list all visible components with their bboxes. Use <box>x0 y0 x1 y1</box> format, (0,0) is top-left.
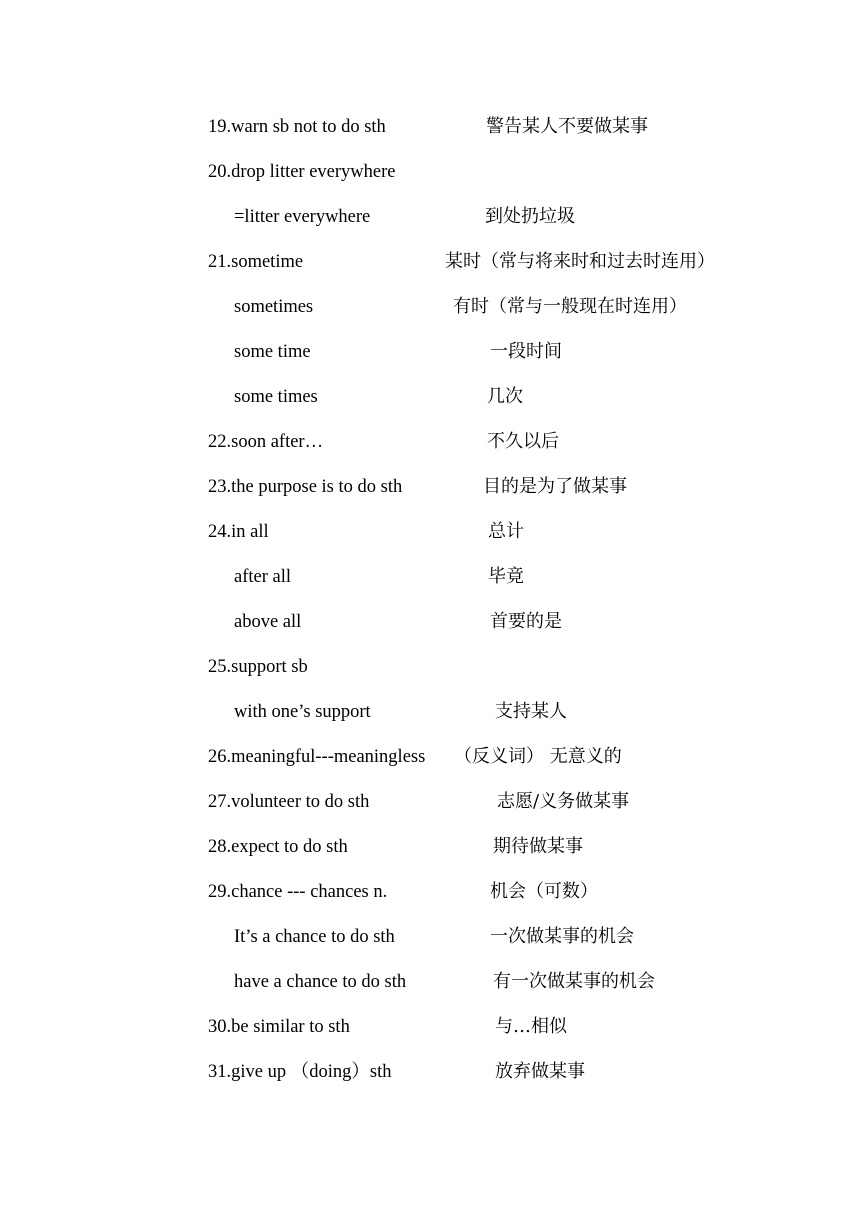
entry-row <box>0 967 860 997</box>
entry-chinese: 首要的是 <box>490 611 562 632</box>
entry-row <box>0 607 860 637</box>
entry-english: 31.give up （doing）sth <box>208 1062 392 1082</box>
entry-english: 19.warn sb not to do sth <box>208 117 386 137</box>
entry-english: sometimes <box>234 297 314 317</box>
entry-row <box>0 157 860 187</box>
entry-row <box>0 202 860 232</box>
entry-chinese: 不久以后 <box>487 431 559 452</box>
entry-chinese: 一次做某事的机会 <box>490 926 634 947</box>
entry-english: 27.volunteer to do sth <box>208 792 370 812</box>
entry-english: 30.be similar to sth <box>208 1017 350 1037</box>
entry-row <box>0 832 860 862</box>
entry-chinese: 放弃做某事 <box>495 1061 585 1082</box>
entry-row <box>0 112 860 142</box>
entry-chinese: 某时（常与将来时和过去时连用） <box>445 251 715 272</box>
entry-row <box>0 742 860 772</box>
entry-chinese: 一段时间 <box>490 341 562 362</box>
entry-chinese: 支持某人 <box>495 701 567 722</box>
entry-row <box>0 247 860 277</box>
entry-english: =litter everywhere <box>234 207 371 227</box>
entry-english: It’s a chance to do sth <box>234 927 395 947</box>
entry-chinese: 志愿/义务做某事 <box>497 791 630 812</box>
entry-row <box>0 517 860 547</box>
entry-chinese: 到处扔垃圾 <box>485 206 575 227</box>
entry-row <box>0 472 860 502</box>
entry-english: above all <box>234 612 302 632</box>
entry-english: 23.the purpose is to do sth <box>208 477 403 497</box>
entry-chinese: 有时（常与一般现在时连用） <box>453 296 687 317</box>
entry-chinese: 总计 <box>488 521 524 542</box>
entry-english: 29.chance --- chances n. <box>208 882 388 902</box>
entry-english: 21.sometime <box>208 252 304 272</box>
entry-chinese: 机会（可数） <box>490 881 598 902</box>
entry-chinese: 期待做某事 <box>493 836 583 857</box>
entry-row <box>0 562 860 592</box>
entry-row <box>0 787 860 817</box>
entry-chinese: 几次 <box>487 386 523 407</box>
entry-english: 22.soon after… <box>208 432 324 452</box>
entry-english: with one’s support <box>234 702 371 722</box>
entry-row <box>0 382 860 412</box>
entry-chinese: 警告某人不要做某事 <box>486 116 648 137</box>
entry-row <box>0 337 860 367</box>
entry-row <box>0 877 860 907</box>
entry-english: some time <box>234 342 311 362</box>
entry-english: 28.expect to do sth <box>208 837 348 857</box>
entry-english: 20.drop litter everywhere <box>208 162 396 182</box>
entry-english: some times <box>234 387 318 407</box>
entry-english: 25.support sb <box>208 657 308 677</box>
entry-chinese: 毕竟 <box>488 566 524 587</box>
entry-row <box>0 652 860 682</box>
entry-chinese: （反义词） 无意义的 <box>454 746 622 767</box>
entry-row <box>0 1057 860 1087</box>
entry-row <box>0 292 860 322</box>
entry-chinese: 目的是为了做某事 <box>483 476 627 497</box>
entry-row <box>0 697 860 727</box>
entry-row <box>0 922 860 952</box>
entry-english: 24.in all <box>208 522 269 542</box>
entry-row <box>0 1012 860 1042</box>
entry-english: have a chance to do sth <box>234 972 407 992</box>
entry-chinese: 有一次做某事的机会 <box>493 971 655 992</box>
entry-english: 26.meaningful---meaningless <box>208 747 426 767</box>
entry-chinese: 与…相似 <box>495 1016 567 1037</box>
entry-english: after all <box>234 567 291 587</box>
entry-row <box>0 427 860 457</box>
